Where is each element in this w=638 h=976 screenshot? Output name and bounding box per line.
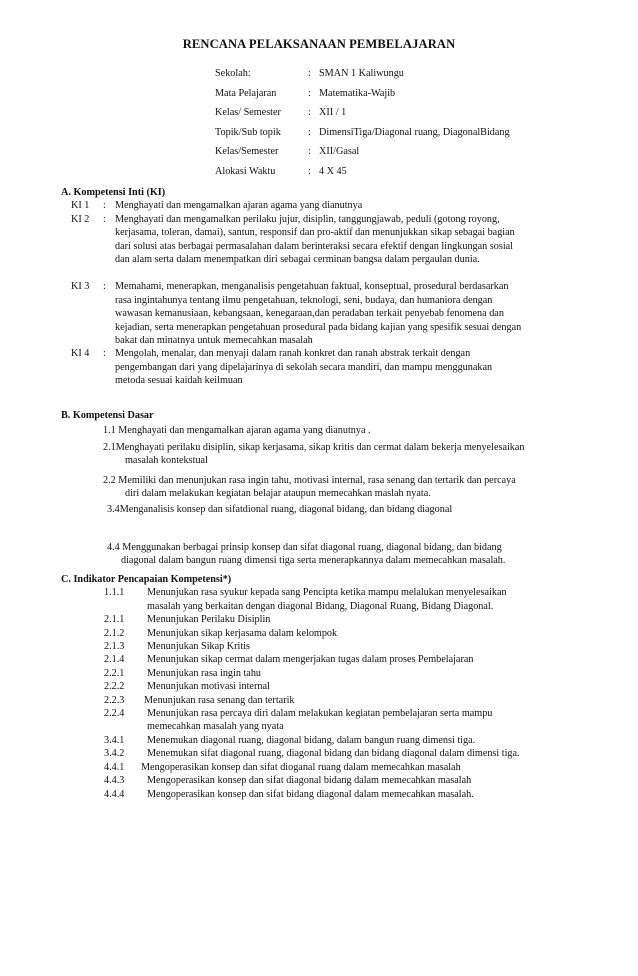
text-line: memecahkan masalah yang nyata	[147, 721, 284, 733]
ki-item-4	[71, 347, 591, 387]
text-line: pengembangan dari yang dipelajarinya di sekolah secara mandiri, dan mampu menggunakan	[115, 361, 493, 373]
ki-text	[115, 280, 591, 347]
section-heading: B. Kompetensi Dasar	[61, 410, 154, 421]
meta-label: Kelas/Semester	[215, 146, 279, 157]
text-line: metoda sesuai kaidah keilmuan	[115, 375, 243, 387]
section-indikator	[61, 573, 591, 801]
meta-colon: :	[308, 126, 311, 138]
indicator-2-2-1	[104, 667, 591, 680]
text-line: dan alam serta dalam menempatkan diri sebagai cerminan bangsa dalam pergaulan dunia.	[115, 254, 480, 266]
indicator-number: 3.4.2	[104, 748, 125, 760]
ki-item-2	[71, 213, 591, 267]
ki-text	[115, 199, 591, 212]
identity-block	[215, 67, 615, 184]
document-title: RENCANA PELAKSANAAN PEMBELAJARAN	[182, 37, 456, 51]
ki-colon: :	[103, 200, 106, 212]
text-line: Menunjukan rasa syukur kepada sang Pencipta ketika mampu melalukan menyelesaikan	[147, 587, 507, 599]
ki-colon: :	[103, 348, 106, 360]
meta-row-alokasi-waktu	[215, 165, 615, 185]
indicator-number: 2.2.4	[104, 708, 125, 720]
text-line: 3.4Menganalisis konsep dan sifatdional ruang, diagonal bidang, dan bidang diagonal	[107, 504, 453, 516]
text-line: Menghayati dan mengamalkan perilaku jujur, disiplin, tanggungjawab, peduli (gotong royong,	[115, 213, 500, 225]
indicator-text: Menunjukan Sikap Kritis	[147, 641, 250, 653]
indicator-4-4-4	[104, 788, 591, 801]
indicator-text: Menunjukan sikap cermat dalam mengerjakan tugas dalam proses Pembelajaran	[147, 654, 474, 666]
text-line: bakat dan minatnya untuk memecahkan masalah	[115, 335, 313, 347]
ki-number: KI 3	[71, 281, 90, 293]
text-line: dari solusi atas berbagai permasalahan dalam berinteraksi secara efektif dengan lingkungan sosial	[115, 240, 514, 252]
meta-value: 4 X 45	[319, 165, 347, 177]
indicator-text: Menunjukan motivasi internal	[147, 681, 270, 693]
ki-text	[115, 347, 591, 387]
indicator-number: 2.2.3	[104, 694, 125, 706]
text-line: masalah yang berkaitan dengan diagonal Bidang, Diagonal Ruang, Bidang Diagonal.	[147, 600, 494, 612]
text-line: Menghayati dan mengamalkan ajaran agama yang dianutnya	[115, 200, 363, 212]
indicator-text: Menemukan diagonal ruang, diagonal bidang, dalam bangun ruang dimensi tiga.	[147, 734, 476, 746]
indicator-number: 3.4.1	[104, 734, 125, 746]
indicator-2-2-3	[104, 694, 591, 707]
indicator-number: 2.1.2	[104, 627, 125, 639]
meta-row-kelas-semester	[215, 106, 615, 126]
indicator-4-4-1	[104, 761, 591, 774]
text-line: 1.1 Menghayati dan mengamalkan ajaran agama yang dianutnya .	[103, 425, 371, 437]
kd-item-2-1	[103, 441, 591, 468]
meta-row-sekolah	[215, 67, 615, 87]
indicator-number: 2.1.1	[104, 614, 125, 626]
kd-item-3-4	[107, 503, 591, 516]
indicator-text: Menunjukan sikap kerjasama dalam kelompok	[147, 627, 338, 639]
meta-colon: :	[308, 165, 311, 177]
kd-item-2-2	[103, 474, 591, 501]
indicator-text: Menunjukan Perilaku Disiplin	[147, 614, 271, 626]
indicator-text: Mengoperasikan konsep dan sifat bidang diagonal dalam memecahkan masalah.	[147, 788, 474, 800]
section-kompetensi-inti	[61, 186, 591, 388]
meta-row-mata-pelajaran	[215, 87, 615, 107]
indicator-number: 4.4.4	[104, 788, 125, 800]
indicator-number: 2.2.2	[104, 681, 125, 693]
text-line: 2.1Menghayati perilaku disiplin, sikap kerjasama, sikap kritis dan cermat dalam bekerja menyelesaikan	[103, 441, 525, 453]
section-kompetensi-dasar	[61, 409, 591, 568]
ki-colon: :	[103, 281, 106, 293]
indicator-text: Menunjukan rasa senang dan tertarik	[144, 694, 295, 706]
indicator-number: 4.4.1	[104, 761, 125, 773]
indicator-3-4-1	[104, 734, 591, 747]
section-heading: C. Indikator Pencapaian Kompetensi*)	[61, 574, 232, 585]
meta-label: Kelas/ Semester	[215, 107, 281, 118]
indicator-3-4-2	[104, 747, 591, 760]
ki-item-1	[71, 199, 591, 212]
text-line: wawasan kemanusiaan, kebangsaan, kenegaraan,dan peradaban terkait penyebab fenomena dan	[115, 308, 504, 320]
indicator-text: Mengoperasikan konsep dan sifat diagonal bidang dalam memecahkan masalah	[147, 775, 472, 787]
ki-number: KI 4	[71, 348, 90, 360]
text-line: Memahami, menerapkan, menganalisis pengetahuan faktual, konseptual, prosedural berdasarkan	[115, 281, 509, 293]
meta-value: DimensiTiga/Diagonal ruang, DiagonalBidang	[319, 126, 510, 138]
meta-label: Alokasi Waktu	[215, 165, 276, 177]
text-line: masalah kontekstual	[125, 455, 208, 467]
ki-number: KI 2	[71, 213, 90, 225]
indicator-2-1-4	[104, 653, 591, 666]
text-line: kerjasama, toleran, damai), santun, responsif dan pro-aktif dan menunjukkan sikap sebagai bagian	[115, 227, 515, 239]
indicator-number: 1.1.1	[104, 587, 125, 599]
text-line: kejadian, serta menerapkan pengetahuan prosedural pada bidang kajian yang spesifik sesuai dengan	[115, 321, 522, 333]
indicator-number: 2.2.1	[104, 667, 125, 679]
meta-label: Topik/Sub topik	[215, 126, 281, 138]
indicator-number: 2.1.3	[104, 641, 125, 653]
meta-value: XII / 1	[319, 107, 347, 118]
ki-item-3	[71, 280, 591, 347]
ki-number: KI 1	[71, 200, 90, 212]
indicator-4-4-3	[104, 774, 591, 787]
indicator-number: 2.1.4	[104, 654, 125, 666]
indicator-2-1-2	[104, 627, 591, 640]
indicator-2-2-2	[104, 680, 591, 693]
text-line: 2.2 Memiliki dan menunjukan rasa ingin tahu, motivasi internal, rasa senang dan tertarik dan percaya	[103, 474, 516, 486]
text-line: Mengolah, menalar, dan menyaji dalam ranah konkret dan ranah abstrak terkait dengan	[115, 348, 471, 360]
ki-colon: :	[103, 213, 106, 225]
indicator-text: Menemukan sifat diagonal ruang, diagonal bidang dan bidang diagonal dalam dimensi tiga.	[147, 748, 520, 760]
section-heading: A. Kompetensi Inti (KI)	[61, 187, 166, 198]
meta-row-kelas-semester-2	[215, 145, 615, 165]
indicator-text: Mengoperasikan konsep dan sifat dioganal ruang dalam memecahkan masalah	[141, 761, 461, 773]
meta-label: Mata Pelajaran	[215, 87, 277, 99]
meta-colon: :	[308, 68, 311, 79]
kd-item-1-1	[103, 424, 591, 437]
text-line: rasa ingintahunya tentang ilmu pengetahuan, teknologi, seni, budaya, dan humaniora dengan	[115, 294, 493, 306]
meta-value: Matematika-Wajib	[319, 87, 396, 99]
indicator-text	[147, 707, 591, 734]
indicator-text	[147, 586, 591, 613]
meta-colon: :	[308, 87, 311, 99]
text-line: diri dalam melakukan kegiatan belajar ataupun memecahkan maslah nyata.	[125, 488, 431, 500]
indicator-2-1-3	[104, 640, 591, 653]
text-line: 4.4 Menggunakan berbagai prinsip konsep dan sifat diagonal ruang, diagonal bidang, dan bidang	[107, 541, 502, 553]
kd-item-4-4	[107, 541, 591, 568]
indicator-2-2-4	[104, 707, 591, 734]
ki-text	[115, 213, 591, 267]
indicator-1-1-1	[104, 586, 591, 613]
meta-value: SMAN 1 Kaliwungu	[319, 68, 404, 79]
meta-value: XII/Gasal	[319, 146, 360, 157]
indicator-number: 4.4.3	[104, 775, 125, 787]
meta-label: Sekolah:	[215, 68, 251, 79]
indicator-2-1-1	[104, 613, 591, 626]
meta-row-topik	[215, 126, 615, 146]
text-line: diagonal dalam bangun ruang dimensi tiga serta menerapkannya dalam memecahkan masalah.	[121, 555, 506, 567]
indicator-text: Menunjukan rasa ingin tahu	[147, 667, 262, 679]
meta-colon: :	[308, 107, 311, 118]
meta-colon: :	[308, 146, 311, 157]
text-line: Menunjukan rasa percaya diri dalam melakukan kegiatan pembelajaran serta mampu	[147, 708, 493, 720]
